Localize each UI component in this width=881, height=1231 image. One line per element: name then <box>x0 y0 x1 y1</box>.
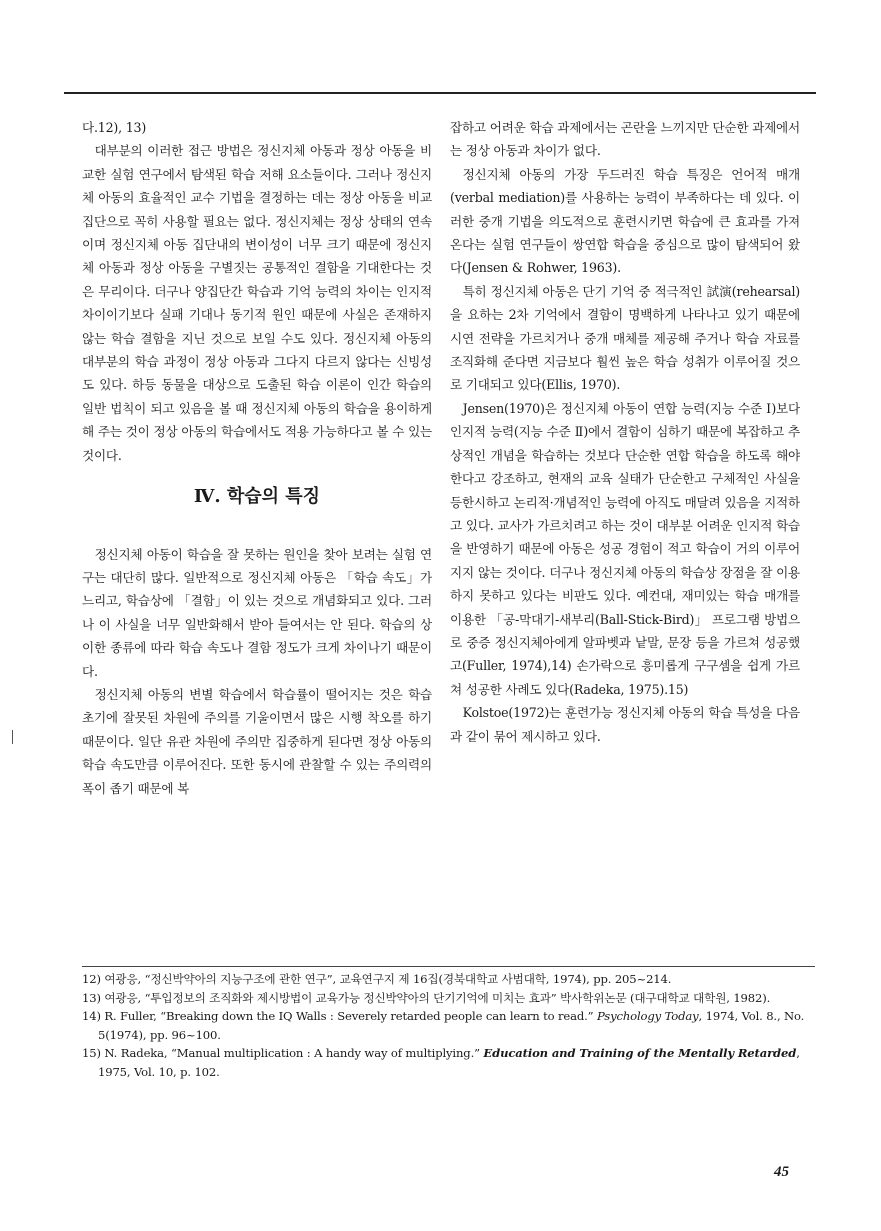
section-heading: Ⅳ. 학습의 특징 <box>193 486 321 508</box>
paragraph: 정신지체 아동의 가장 두드러진 학습 특징은 언어적 매개(verbal mediation)를 사용하는 능력이 부족하다는 데 있다. 이러한 중개 기법을 의도적으로 훈련시키면 학습에 큰 효과를 가져온다는 실험 연구들이 쌍연합 학습을 중심으로 많이 탐색되어 왔다(Jensen & Rohwer, 1963). <box>450 166 800 276</box>
footnote-number: 12) <box>82 972 101 986</box>
left-column <box>82 116 432 800</box>
footnote-text: R. Fuller, “Breaking down the IQ Walls : Severely retarded people can learn to read.” <box>104 1009 597 1024</box>
journal-title: Education and Training of the Mentally Retarded <box>483 1046 797 1061</box>
footnote <box>82 989 815 1008</box>
paragraph: 특히 정신지체 아동은 단기 기억 중 적극적인 試演(rehearsal)을 요하는 2차 기억에서 결함이 명백하게 나타나고 있기 때문에 시연 전략을 가르치거나 중개 매체를 제공해 주거나 학습 자료를 조직화해 준다면 지금보다 훨씬 높은 학습 성취가 이루어질 것으로 기대되고 있다(Ellis, 1970). <box>450 283 800 393</box>
paragraph: 정신지체 아동이 학습을 잘 못하는 원인을 찾아 보려는 실험 연구는 대단히 많다. 일반적으로 정신지체 아동은 「학습 속도」가 느리고, 학습상에 「결함」이 있는 것으로 개념화되고 있다. 그러나 이 사실을 너무 일반화해서 받아 들여서는 안 된다. 학습의 상이한 종류에 따라 학습 속도나 결함 정도가 크게 차이나기 때문이다. <box>82 546 432 679</box>
page-number: 45 <box>774 1164 789 1180</box>
footnote <box>82 1044 815 1081</box>
journal-title: Psychology Today <box>596 1009 699 1024</box>
footnote-number: 13) <box>82 990 101 1005</box>
footnote-text: 여광응, “정신박약아의 지능구조에 관한 연구”, 교육연구지 제 16집(경북대학교 사범대학, 1974), pp. 205~214. <box>104 972 672 986</box>
footnote-text: , 1974, Vol. 8., No. 5(1974), pp. 96~100. <box>98 1009 805 1042</box>
continued-text: 잡하고 어려운 학습 과제에서는 곤란을 느끼지만 단순한 과제에서는 정상 아동과 차이가 없다. <box>450 120 800 159</box>
paragraph: 대부분의 이러한 접근 방법은 정신지체 아동과 정상 아동을 비교한 실험 연구에서 탐색된 학습 저해 요소들이다. 그러나 정신지체 아동의 효율적인 교수 기법을 결정하는 데는 정상 아동을 비교 집단으로 꼭히 사용할 필요는 없다. 정신지체는 정상 상태의 연속이며 정신지체 아동 집단내의 변이성이 너무 크기 때문에 정신지체 아동과 정상 아동을 구별짓는 공통적인 결함을 기대한다는 것은 무리이다. 더구나 양집단간 학습과 기억 능력의 차이는 인지적 차이이기보다 실패 기대나 동기적 원인 때문에 사실은 존재하지 않는 학습 결함을 지닌 것으로 보일 수도 있다. 정신지체 아동의 대부분의 학습 과정이 정상 아동과 그다지 다르지 않다는 신빙성도 있다. 하등 동물을 대상으로 도출된 학습 이론이 인간 학습의 일반 법칙이 되고 있음을 볼 때 정신지체 아동의 학습을 용이하게 해 주는 것이 정상 아동의 학습에서도 적용 가능하다고 볼 수 있는 것이다. <box>82 143 432 463</box>
footnote-text: N. Radeka, “Manual multiplication : A handy way of multiplying.” <box>104 1046 484 1061</box>
footnote-number: 14) <box>82 1009 101 1024</box>
footnote-number: 15) <box>82 1046 101 1061</box>
footnote-text: , 1975, Vol. 10, p. 102. <box>98 1046 800 1079</box>
footnote-rule <box>82 966 815 967</box>
footnotes <box>82 970 815 1082</box>
footnote-text: 여광응, “투입정보의 조직화와 제시방법이 교육가능 정신박약아의 단기기억에 미치는 효과” 박사학위논문 (대구대학교 대학원, 1982). <box>104 990 771 1005</box>
footnote <box>82 1007 815 1044</box>
paragraph: Kolstoe(1972)는 훈련가능 정신지체 아동의 학습 특성을 다음과 같이 묶어 제시하고 있다. <box>450 705 800 744</box>
footnote <box>82 970 815 989</box>
scan-mark <box>12 730 13 744</box>
paragraph: Jensen(1970)은 정신지체 아동이 연합 능력(지능 수준 Ⅰ)보다 인지적 능력(지능 수준 Ⅱ)에서 결함이 심하기 때문에 복잡하고 추상적인 개념을 학습하는 것보다 단순한 연합 학습을 하도록 해야 한다고 강조하고, 현재의 교육 실태가 단순한고 구체적인 사실을 등한시하고 논리적·개념적인 능력에 아직도 매달려 있음을 지적하고 있다. 교사가 가르치려고 하는 것이 대부분 어려운 인지적 학습을 반영하기 때문에 아동은 성공 경험이 적고 학습이 거의 이루어지지 않는 것이다. 더구나 정신지체 아동의 학습상 장점을 잘 이용하지 못하고 있다는 비판도 있다. 예컨대, 재미있는 학습 매개를 이용한 「공-막대기-새부리(Ball-Stick-Bird)」 프로그램 방법으로 중증 정신지체아에게 알파벳과 낱말, 문장 등을 가르쳐 성공했고(Fuller, 1974),14) 손가락으로 흥미롭게 구구셈을 쉽게 가르쳐 성공한 사례도 있다(Radeka, 1975).15) <box>450 400 800 697</box>
continued-text: 다.12), 13) <box>82 120 147 135</box>
paragraph: 정신지체 아동의 변별 학습에서 학습률이 떨어지는 것은 학습 초기에 잘못된 차원에 주의를 기울이면서 많은 시행 착오를 하기 때문이다. 일단 유관 차원에 주의만 집중하게 된다면 정상 아동의 학습 속도만큼 이루어진다. 또한 동시에 관찰할 수 있는 주의력의 폭이 좁기 때문에 복 <box>82 686 432 796</box>
header-rule <box>64 92 816 94</box>
right-column <box>450 116 800 748</box>
